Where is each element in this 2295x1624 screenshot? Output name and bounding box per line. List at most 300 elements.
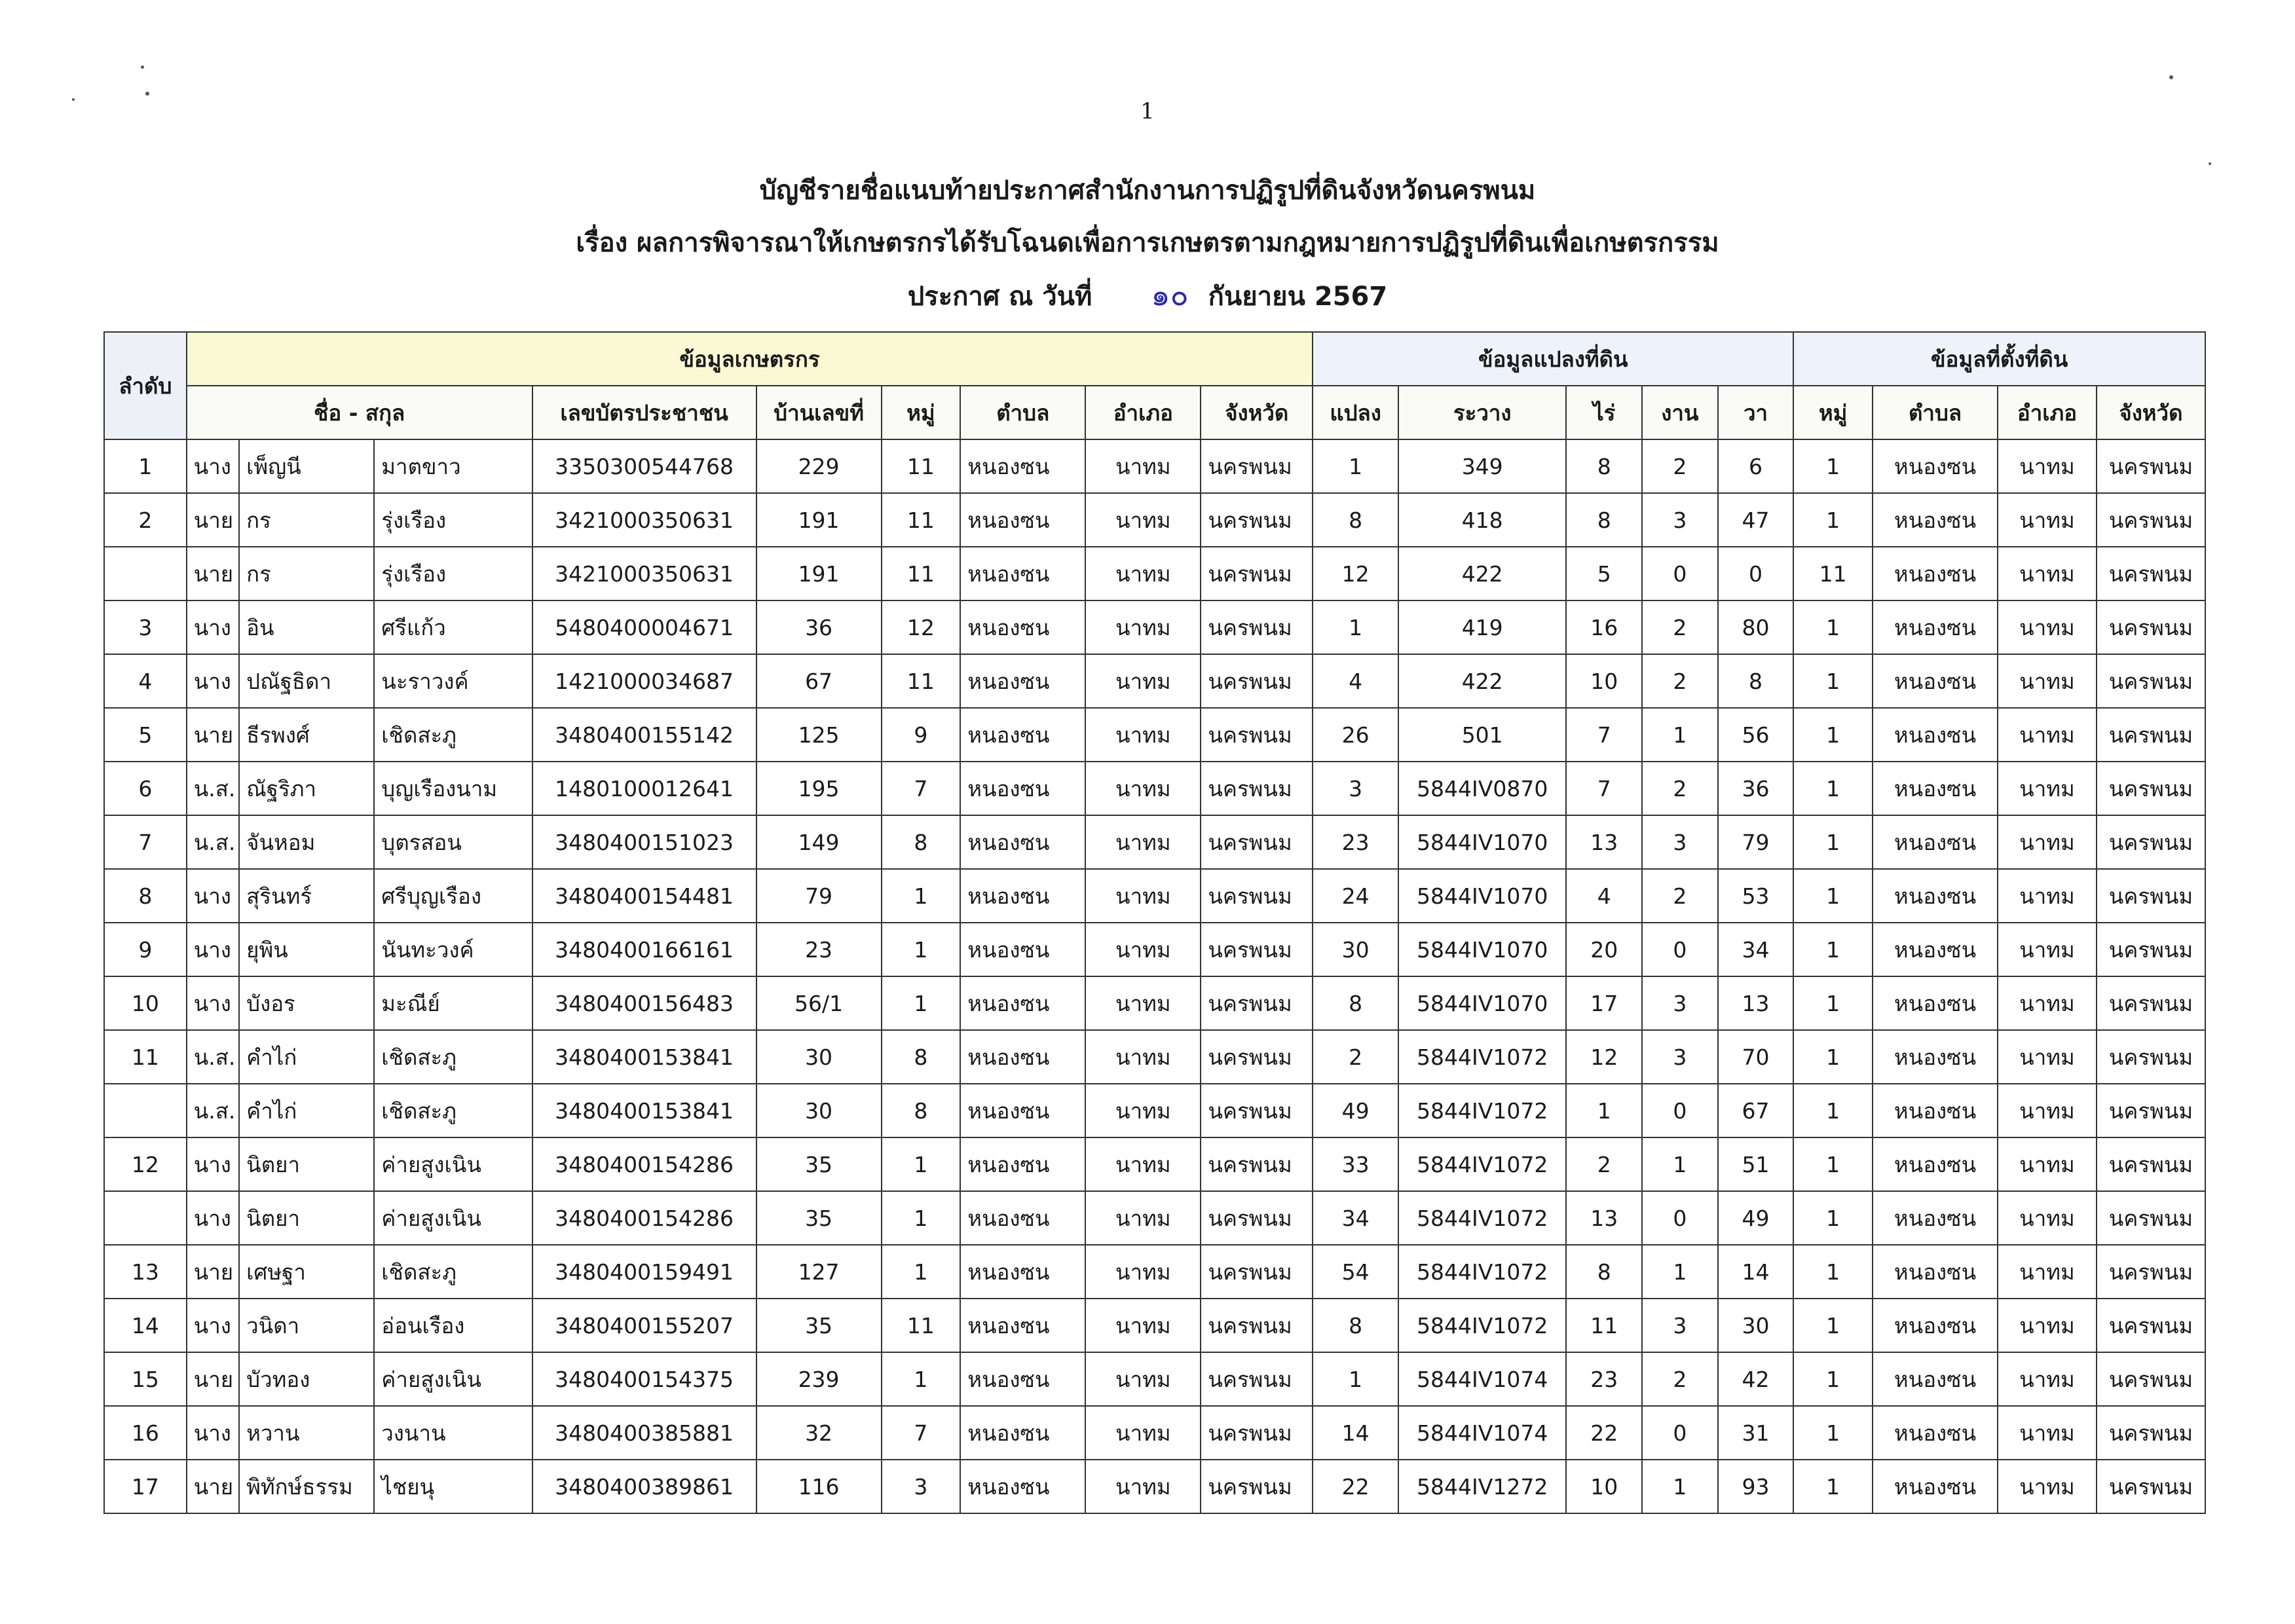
cell-tambon: หนองซน [960, 1406, 1085, 1460]
cell-wa: 53 [1718, 869, 1794, 923]
cell-loc-tambon: หนองซน [1873, 869, 1998, 923]
table-row [104, 600, 2205, 654]
cell-tambon: หนองซน [960, 493, 1085, 547]
cell-loc-amphoe: นาทม [1998, 1460, 2097, 1513]
cell-wa: 49 [1718, 1191, 1794, 1245]
cell-wa: 0 [1718, 547, 1794, 600]
cell-tambon: หนองซน [960, 439, 1085, 493]
cell-house-no: 30 [756, 1030, 882, 1084]
cell-moo: 12 [882, 600, 961, 654]
table-row [104, 708, 2205, 762]
cell-last-name: ไชยนุ [374, 1460, 532, 1513]
cell-rai: 16 [1566, 600, 1642, 654]
cell-seq: 7 [104, 815, 187, 869]
scan-speck [2169, 75, 2173, 79]
cell-grid: 5844IV1070 [1398, 923, 1566, 976]
cell-first-name: เพ็ญนี [239, 439, 374, 493]
table-row [104, 1460, 2205, 1513]
cell-rai: 8 [1566, 1245, 1642, 1299]
table-row [104, 1352, 2205, 1406]
cell-loc-province: นครพนม [2097, 708, 2205, 762]
cell-id-card: 3421000350631 [532, 493, 756, 547]
cell-loc-province: นครพนม [2097, 1460, 2205, 1513]
cell-prefix: นาย [187, 708, 239, 762]
cell-province: นครพนม [1201, 976, 1313, 1030]
cell-rai: 10 [1566, 1460, 1642, 1513]
scan-speck [2209, 162, 2211, 165]
table-row [104, 439, 2205, 493]
cell-rai: 2 [1566, 1137, 1642, 1191]
cell-loc-amphoe: นาทม [1998, 708, 2097, 762]
table-row [104, 654, 2205, 708]
cell-id-card: 3480400159491 [532, 1245, 756, 1299]
cell-province: นครพนม [1201, 1030, 1313, 1084]
table-row [104, 493, 2205, 547]
cell-house-no: 127 [756, 1245, 882, 1299]
cell-seq: 4 [104, 654, 187, 708]
cell-province: นครพนม [1201, 869, 1313, 923]
cell-seq: 14 [104, 1299, 187, 1352]
header-loc-province: จังหวัด [2097, 386, 2205, 439]
cell-rai: 8 [1566, 493, 1642, 547]
cell-ngan: 2 [1642, 762, 1718, 815]
cell-rai: 13 [1566, 1191, 1642, 1245]
cell-moo: 1 [882, 1352, 961, 1406]
cell-loc-province: นครพนม [2097, 869, 2205, 923]
cell-house-no: 35 [756, 1299, 882, 1352]
announcement-date [0, 271, 2295, 319]
cell-wa: 51 [1718, 1137, 1794, 1191]
cell-province: นครพนม [1201, 1460, 1313, 1513]
cell-prefix: นาง [187, 600, 239, 654]
cell-prefix: นาย [187, 1460, 239, 1513]
cell-first-name: อิน [239, 600, 374, 654]
cell-first-name: กร [239, 547, 374, 600]
cell-grid: 5844IV1072 [1398, 1084, 1566, 1137]
cell-amphoe: นาทม [1085, 923, 1201, 976]
table-row [104, 1191, 2205, 1245]
cell-tambon: หนองซน [960, 762, 1085, 815]
cell-loc-moo: 1 [1793, 1460, 1873, 1513]
cell-first-name: เศษฐา [239, 1245, 374, 1299]
header-moo: หมู่ [882, 386, 961, 439]
cell-id-card: 3480400154375 [532, 1352, 756, 1406]
cell-province: นครพนม [1201, 762, 1313, 815]
cell-moo: 8 [882, 815, 961, 869]
cell-loc-moo: 1 [1793, 815, 1873, 869]
cell-prefix: นาง [187, 1299, 239, 1352]
cell-first-name: คำไก่ [239, 1030, 374, 1084]
cell-amphoe: นาทม [1085, 869, 1201, 923]
cell-loc-tambon: หนองซน [1873, 976, 1998, 1030]
cell-loc-moo: 1 [1793, 493, 1873, 547]
cell-grid: 5844IV1070 [1398, 976, 1566, 1030]
cell-moo: 11 [882, 493, 961, 547]
cell-plot: 8 [1313, 493, 1398, 547]
cell-tambon: หนองซน [960, 1191, 1085, 1245]
cell-id-card: 3480400153841 [532, 1084, 756, 1137]
cell-loc-tambon: หนองซน [1873, 1137, 1998, 1191]
header-rai: ไร่ [1566, 386, 1642, 439]
cell-loc-amphoe: นาทม [1998, 1245, 2097, 1299]
cell-prefix: นาง [187, 1406, 239, 1460]
cell-first-name: บัวทอง [239, 1352, 374, 1406]
cell-province: นครพนม [1201, 815, 1313, 869]
cell-ngan: 3 [1642, 493, 1718, 547]
cell-id-card: 1480100012641 [532, 762, 756, 815]
header-house-no: บ้านเลขที่ [756, 386, 882, 439]
cell-wa: 79 [1718, 815, 1794, 869]
cell-id-card: 3480400153841 [532, 1030, 756, 1084]
cell-wa: 67 [1718, 1084, 1794, 1137]
cell-first-name: วนิดา [239, 1299, 374, 1352]
announce-month-year: กันยายน 2567 [1208, 282, 1388, 312]
cell-id-card: 5480400004671 [532, 600, 756, 654]
cell-seq: 1 [104, 439, 187, 493]
cell-seq: 5 [104, 708, 187, 762]
cell-province: นครพนม [1201, 1084, 1313, 1137]
cell-moo: 1 [882, 1191, 961, 1245]
cell-moo: 9 [882, 708, 961, 762]
header-name: ชื่อ - สกุล [187, 386, 532, 439]
cell-prefix: นาง [187, 1137, 239, 1191]
table-row [104, 869, 2205, 923]
cell-id-card: 3480400385881 [532, 1406, 756, 1460]
cell-grid: 349 [1398, 439, 1566, 493]
cell-loc-amphoe: นาทม [1998, 762, 2097, 815]
cell-plot: 22 [1313, 1460, 1398, 1513]
cell-loc-tambon: หนองซน [1873, 1299, 1998, 1352]
cell-house-no: 239 [756, 1352, 882, 1406]
cell-seq: 10 [104, 976, 187, 1030]
cell-tambon: หนองซน [960, 923, 1085, 976]
cell-loc-province: นครพนม [2097, 547, 2205, 600]
cell-seq: 2 [104, 493, 187, 547]
cell-amphoe: นาทม [1085, 815, 1201, 869]
header-loc-tambon: ตำบล [1873, 386, 1998, 439]
cell-wa: 56 [1718, 708, 1794, 762]
cell-amphoe: นาทม [1085, 547, 1201, 600]
cell-wa: 70 [1718, 1030, 1794, 1084]
cell-province: นครพนม [1201, 1137, 1313, 1191]
cell-house-no: 35 [756, 1191, 882, 1245]
cell-loc-tambon: หนองซน [1873, 1030, 1998, 1084]
cell-last-name: ศรีแก้ว [374, 600, 532, 654]
cell-loc-province: นครพนม [2097, 1406, 2205, 1460]
cell-loc-tambon: หนองซน [1873, 708, 1998, 762]
cell-grid: 419 [1398, 600, 1566, 654]
cell-tambon: หนองซน [960, 654, 1085, 708]
table-body [104, 439, 2205, 1513]
header-province: จังหวัด [1201, 386, 1313, 439]
cell-loc-province: นครพนม [2097, 1030, 2205, 1084]
cell-seq: 17 [104, 1460, 187, 1513]
cell-seq: 6 [104, 762, 187, 815]
cell-province: นครพนม [1201, 923, 1313, 976]
cell-amphoe: นาทม [1085, 1191, 1201, 1245]
cell-house-no: 32 [756, 1406, 882, 1460]
cell-amphoe: นาทม [1085, 1352, 1201, 1406]
cell-loc-amphoe: นาทม [1998, 815, 2097, 869]
cell-id-card: 3480400154286 [532, 1191, 756, 1245]
cell-first-name: หวาน [239, 1406, 374, 1460]
cell-last-name: ค่ายสูงเนิน [374, 1137, 532, 1191]
cell-seq: 16 [104, 1406, 187, 1460]
cell-id-card: 3480400151023 [532, 815, 756, 869]
cell-province: นครพนม [1201, 708, 1313, 762]
cell-wa: 80 [1718, 600, 1794, 654]
cell-plot: 33 [1313, 1137, 1398, 1191]
cell-wa: 42 [1718, 1352, 1794, 1406]
cell-tambon: หนองซน [960, 1299, 1085, 1352]
cell-wa: 6 [1718, 439, 1794, 493]
cell-ngan: 3 [1642, 1299, 1718, 1352]
cell-loc-amphoe: นาทม [1998, 547, 2097, 600]
cell-wa: 93 [1718, 1460, 1794, 1513]
cell-loc-moo: 1 [1793, 869, 1873, 923]
cell-moo: 1 [882, 923, 961, 976]
announce-label: ประกาศ ณ วันที่ [907, 282, 1092, 312]
cell-id-card: 3421000350631 [532, 547, 756, 600]
cell-loc-province: นครพนม [2097, 600, 2205, 654]
cell-prefix: นาย [187, 547, 239, 600]
cell-grid: 5844IV1072 [1398, 1245, 1566, 1299]
cell-plot: 8 [1313, 976, 1398, 1030]
cell-ngan: 2 [1642, 600, 1718, 654]
cell-seq: 9 [104, 923, 187, 976]
cell-last-name: รุ่งเรือง [374, 493, 532, 547]
cell-loc-amphoe: นาทม [1998, 654, 2097, 708]
cell-rai: 10 [1566, 654, 1642, 708]
cell-ngan: 0 [1642, 1406, 1718, 1460]
cell-prefix: น.ส. [187, 1084, 239, 1137]
scan-speck [141, 65, 144, 69]
cell-loc-province: นครพนม [2097, 923, 2205, 976]
cell-loc-province: นครพนม [2097, 1191, 2205, 1245]
cell-plot: 23 [1313, 815, 1398, 869]
cell-first-name: สุรินทร์ [239, 869, 374, 923]
cell-last-name: ศรีบุญเรือง [374, 869, 532, 923]
cell-prefix: นาย [187, 1352, 239, 1406]
cell-house-no: 116 [756, 1460, 882, 1513]
cell-seq: 3 [104, 600, 187, 654]
cell-loc-moo: 1 [1793, 1191, 1873, 1245]
cell-ngan: 3 [1642, 1030, 1718, 1084]
cell-tambon: หนองซน [960, 976, 1085, 1030]
cell-moo: 1 [882, 1245, 961, 1299]
table-row [104, 762, 2205, 815]
cell-seq: 12 [104, 1137, 187, 1191]
cell-house-no: 36 [756, 600, 882, 654]
cell-rai: 7 [1566, 708, 1642, 762]
cell-wa: 13 [1718, 976, 1794, 1030]
cell-house-no: 125 [756, 708, 882, 762]
cell-grid: 5844IV1072 [1398, 1299, 1566, 1352]
cell-plot: 49 [1313, 1084, 1398, 1137]
cell-seq [104, 1191, 187, 1245]
cell-ngan: 1 [1642, 1460, 1718, 1513]
cell-loc-amphoe: นาทม [1998, 1191, 2097, 1245]
table-row [104, 976, 2205, 1030]
cell-house-no: 229 [756, 439, 882, 493]
cell-first-name: พิทักษ์ธรรม [239, 1460, 374, 1513]
cell-amphoe: นาทม [1085, 439, 1201, 493]
cell-prefix: นาง [187, 1191, 239, 1245]
farmer-land-table [103, 331, 2206, 1514]
cell-loc-moo: 1 [1793, 1352, 1873, 1406]
cell-seq: 8 [104, 869, 187, 923]
cell-loc-moo: 1 [1793, 1245, 1873, 1299]
cell-id-card: 3480400156483 [532, 976, 756, 1030]
cell-grid: 5844IV1072 [1398, 1137, 1566, 1191]
cell-wa: 47 [1718, 493, 1794, 547]
cell-loc-amphoe: นาทม [1998, 869, 2097, 923]
cell-loc-amphoe: นาทม [1998, 1137, 2097, 1191]
cell-loc-tambon: หนองซน [1873, 1084, 1998, 1137]
cell-last-name: บุญเรืองนาม [374, 762, 532, 815]
cell-loc-moo: 1 [1793, 1137, 1873, 1191]
cell-prefix: นาง [187, 923, 239, 976]
cell-loc-amphoe: นาทม [1998, 1406, 2097, 1460]
cell-loc-tambon: หนองซน [1873, 1245, 1998, 1299]
cell-loc-tambon: หนองซน [1873, 600, 1998, 654]
cell-last-name: บุตรสอน [374, 815, 532, 869]
cell-plot: 14 [1313, 1406, 1398, 1460]
cell-loc-province: นครพนม [2097, 493, 2205, 547]
cell-tambon: หนองซน [960, 1352, 1085, 1406]
cell-last-name: ค่ายสูงเนิน [374, 1352, 532, 1406]
scan-speck [145, 92, 149, 96]
cell-house-no: 79 [756, 869, 882, 923]
cell-plot: 34 [1313, 1191, 1398, 1245]
cell-amphoe: นาทม [1085, 654, 1201, 708]
header-grid: ระวาง [1398, 386, 1566, 439]
table-row [104, 1406, 2205, 1460]
cell-amphoe: นาทม [1085, 708, 1201, 762]
cell-moo: 1 [882, 1137, 961, 1191]
cell-id-card: 3480400154481 [532, 869, 756, 923]
table-row [104, 1030, 2205, 1084]
cell-tambon: หนองซน [960, 1084, 1085, 1137]
cell-ngan: 0 [1642, 547, 1718, 600]
cell-loc-amphoe: นาทม [1998, 1030, 2097, 1084]
cell-grid: 418 [1398, 493, 1566, 547]
cell-loc-moo: 1 [1793, 1299, 1873, 1352]
cell-province: นครพนม [1201, 439, 1313, 493]
cell-id-card: 3480400155142 [532, 708, 756, 762]
cell-loc-amphoe: นาทม [1998, 439, 2097, 493]
cell-loc-tambon: หนองซน [1873, 1191, 1998, 1245]
cell-rai: 7 [1566, 762, 1642, 815]
cell-first-name: ยุพิน [239, 923, 374, 976]
cell-seq: 13 [104, 1245, 187, 1299]
cell-prefix: นาง [187, 654, 239, 708]
cell-amphoe: นาทม [1085, 1299, 1201, 1352]
cell-plot: 1 [1313, 439, 1398, 493]
cell-loc-amphoe: นาทม [1998, 1084, 2097, 1137]
cell-ngan: 2 [1642, 869, 1718, 923]
cell-moo: 8 [882, 1030, 961, 1084]
cell-house-no: 35 [756, 1137, 882, 1191]
cell-loc-moo: 1 [1793, 600, 1873, 654]
cell-last-name: เชิดสะภู [374, 1030, 532, 1084]
cell-loc-amphoe: นาทม [1998, 493, 2097, 547]
cell-first-name: นิตยา [239, 1191, 374, 1245]
cell-ngan: 2 [1642, 654, 1718, 708]
cell-ngan: 3 [1642, 815, 1718, 869]
cell-rai: 20 [1566, 923, 1642, 976]
cell-last-name: มาตขาว [374, 439, 532, 493]
cell-ngan: 3 [1642, 976, 1718, 1030]
cell-loc-moo: 1 [1793, 976, 1873, 1030]
cell-grid: 501 [1398, 708, 1566, 762]
cell-ngan: 1 [1642, 1137, 1718, 1191]
cell-rai: 23 [1566, 1352, 1642, 1406]
cell-tambon: หนองซน [960, 1245, 1085, 1299]
cell-ngan: 0 [1642, 1191, 1718, 1245]
cell-rai: 11 [1566, 1299, 1642, 1352]
cell-first-name: ธีรพงศ์ [239, 708, 374, 762]
table-row [104, 547, 2205, 600]
cell-plot: 26 [1313, 708, 1398, 762]
cell-tambon: หนองซน [960, 600, 1085, 654]
cell-id-card: 3480400389861 [532, 1460, 756, 1513]
cell-ngan: 1 [1642, 1245, 1718, 1299]
cell-loc-amphoe: นาทม [1998, 1299, 2097, 1352]
table-row [104, 1299, 2205, 1352]
cell-first-name: คำไก่ [239, 1084, 374, 1137]
cell-rai: 5 [1566, 547, 1642, 600]
cell-amphoe: นาทม [1085, 1406, 1201, 1460]
cell-loc-moo: 1 [1793, 1030, 1873, 1084]
cell-loc-amphoe: นาทม [1998, 923, 2097, 976]
page-number: 1 [1140, 98, 1155, 124]
cell-loc-moo: 1 [1793, 1084, 1873, 1137]
cell-wa: 34 [1718, 923, 1794, 976]
announce-day-handwritten: ๑๐ [1151, 277, 1189, 312]
cell-seq [104, 547, 187, 600]
cell-loc-tambon: หนองซน [1873, 654, 1998, 708]
cell-loc-moo: 1 [1793, 1406, 1873, 1460]
cell-last-name: มะณีย์ [374, 976, 532, 1030]
cell-tambon: หนองซน [960, 1030, 1085, 1084]
cell-amphoe: นาทม [1085, 1245, 1201, 1299]
cell-rai: 8 [1566, 439, 1642, 493]
cell-loc-tambon: หนองซน [1873, 1460, 1998, 1513]
cell-plot: 3 [1313, 762, 1398, 815]
cell-plot: 12 [1313, 547, 1398, 600]
cell-loc-province: นครพนม [2097, 762, 2205, 815]
cell-first-name: กร [239, 493, 374, 547]
table-row [104, 1245, 2205, 1299]
cell-plot: 1 [1313, 600, 1398, 654]
cell-grid: 5844IV1072 [1398, 1191, 1566, 1245]
cell-last-name: อ่อนเรือง [374, 1299, 532, 1352]
header-loc-moo: หมู่ [1793, 386, 1873, 439]
cell-rai: 12 [1566, 1030, 1642, 1084]
cell-id-card: 3480400166161 [532, 923, 756, 976]
cell-loc-province: นครพนม [2097, 815, 2205, 869]
cell-loc-tambon: หนองซน [1873, 547, 1998, 600]
cell-house-no: 30 [756, 1084, 882, 1137]
cell-loc-moo: 1 [1793, 923, 1873, 976]
cell-loc-amphoe: นาทม [1998, 1352, 2097, 1406]
cell-tambon: หนองซน [960, 1460, 1085, 1513]
cell-plot: 1 [1313, 1352, 1398, 1406]
cell-grid: 5844IV1074 [1398, 1406, 1566, 1460]
header-land-info: ข้อมูลแปลงที่ดิน [1313, 332, 1793, 386]
cell-last-name: วงนาน [374, 1406, 532, 1460]
